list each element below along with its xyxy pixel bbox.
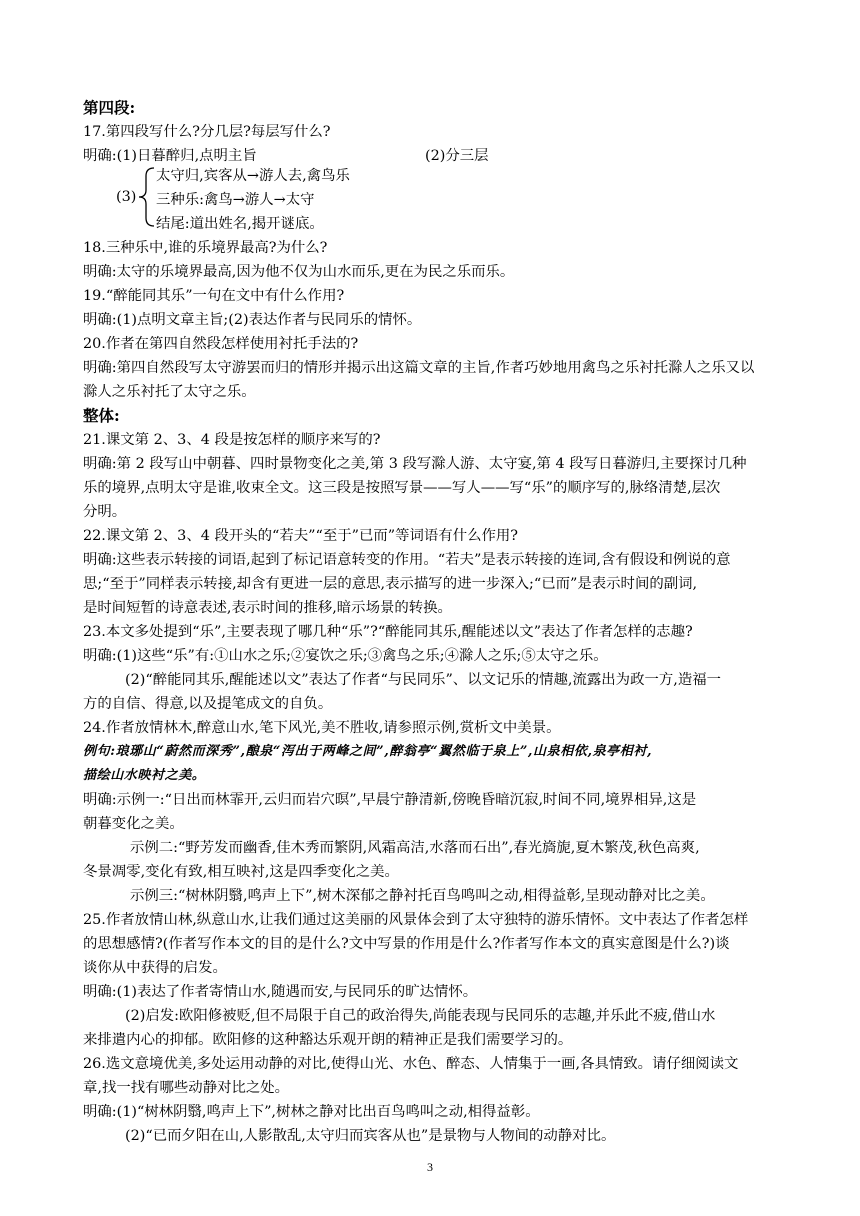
answer-22-line3: 是时间短暂的诗意表述,表示时间的推移,暗示场景的转换。 (83, 600, 452, 616)
answer-24-line1: 明确:示例一:“日出而林霏开,云归而岩穴暝”,早晨宁静清新,傍晚昏暗沉寂,时间不同,境界相异,这是 (83, 792, 697, 808)
answer-21-line3: 分明。 (83, 504, 127, 520)
answer-24-line4: 冬景凋零,变化有致,相互映衬,这是四季变化之美。 (83, 864, 399, 880)
answer-19: 明确:(1)点明文章主旨;(2)表达作者与民同乐的情怀。 (83, 312, 422, 328)
answer-20-line2: 滁人之乐衬托了太守之乐。 (83, 384, 256, 400)
question-26-line2: 章,找一找有哪些动静对比之处。 (83, 1080, 290, 1096)
question-24: 24.作者放情林木,醉意山水,笔下风光,美不胜收,请参照示例,赏析文中美景。 (83, 720, 561, 736)
question-20: 20.作者在第四自然段怎样使用衬托手法的? (83, 336, 359, 352)
section-heading-whole: 整体: (83, 406, 120, 425)
question-23: 23.本文多处提到“乐”,主要表现了哪几种“乐”?“醉能同其乐,醒能述以文”表达了作者怎样的志趣? (83, 624, 693, 640)
question-21: 21.课文第 2、3、4 段是按怎样的顺序来写的? (83, 432, 381, 448)
answer-24-line2: 朝暮变化之美。 (83, 816, 184, 832)
answer-21-line1: 明确:第 2 段写山中朝暮、四时景物变化之美,第 3 段写滁人游、太守宴,第 4 段写日暮游归,主要探讨几种 (83, 456, 747, 472)
section-heading-4: 第四段: (83, 98, 136, 117)
answer-23-line2: (2)“醉能同其乐,醒能述以文”表达了作者“与民同乐”、以文记乐的情趣,流露出为政一方,造福一 (125, 672, 721, 688)
answer-22-line1: 明确:这些表示转接的词语,起到了标记语意转变的作用。“若夫”是表示转接的连词,含有假设和例说的意 (83, 552, 731, 568)
answer-26-line1: 明确:(1)“树林阴翳,鸣声上下”,树林之静对比出百鸟鸣叫之动,相得益彰。 (83, 1104, 540, 1120)
answer-17-part1: 明确:(1)日暮醉归,点明主旨 (83, 148, 257, 164)
answer-25-line3: 来排遣内心的抑郁。欧阳修的这种豁达乐观开朗的精神正是我们需要学习的。 (83, 1032, 573, 1048)
answer-17-part2: (2)分三层 (425, 148, 489, 164)
answer-24-line5: 示例三:“树林阴翳,鸣声上下”,树木深郁之静衬托百鸟鸣叫之动,相得益彰,呈现动静对比之美。 (130, 888, 715, 904)
answer-23-line3: 方的自信、得意,以及提笔成文的自负。 (83, 696, 333, 712)
left-brace-icon (136, 166, 158, 228)
question-25-line2: 的思想感情?(作者写作本文的目的是什么?文中写景的作用是什么?作者写作本文的真实意图是什么?)谈 (83, 936, 730, 952)
question-26-line1: 26.选文意境优美,多处运用动静的对比,使得山光、水色、醉态、人情集于一画,各具情致。请仔细阅读文 (83, 1056, 739, 1072)
answer-17-layer-3: 结尾:道出姓名,揭开谜底。 (156, 216, 324, 232)
answer-20-line1: 明确:第四自然段写太守游罢而归的情形并揭示出这篇文章的主旨,作者巧妙地用禽鸟之乐衬托滁人之乐又以 (83, 360, 755, 376)
question-22: 22.课文第 2、3、4 段开头的“若夫”“至于”已而”等词语有什么作用? (83, 528, 518, 544)
answer-22-line2: 思;“至于”同样表示转接,却含有更进一层的意思,表示描写的进一步深入;“已而”是表示时间的副词, (83, 576, 698, 592)
answer-21-line2: 乐的境界,点明太守是谁,收束全文。这三段是按照写景——写人——写“乐”的顺序写的,脉络清楚,层次 (83, 480, 721, 496)
page-number: 3 (427, 1160, 433, 1174)
answer-23-line1: 明确:(1)这些“乐”有:①山水之乐;②宴饮之乐;③禽鸟之乐;④滁人之乐;⑤太守之乐。 (83, 648, 608, 664)
answer-26-line2: (2)“已而夕阳在山,人影散乱,太守归而宾客从也”是景物与人物间的动静对比。 (125, 1128, 616, 1144)
answer-24-line3: 示例二:“野芳发而幽香,佳木秀而繁阴,风霜高洁,水落而石出”,春光旖旎,夏木繁茂,秋色高爽, (130, 840, 700, 856)
example-sentence-line1: 例句:琅琊山“蔚然而深秀”,酿泉“泻出于两峰之间”,醉翁亭“翼然临于泉上”,山泉相依,泉亭相衬, (83, 744, 653, 759)
question-18: 18.三种乐中,谁的乐境界最高?为什么? (83, 240, 328, 256)
question-25-line1: 25.作者放情山林,纵意山水,让我们通过这美丽的风景体会到了太守独特的游乐情怀。文中表达了作者怎样 (83, 912, 749, 928)
question-17: 17.第四段写什么?分几层?每层写什么? (83, 124, 331, 140)
example-sentence-line2: 描绘山水映衬之美。 (83, 768, 206, 783)
question-25-line3: 谈你从中获得的启发。 (83, 960, 227, 976)
question-19: 19.“醉能同其乐”一句在文中有什么作用? (83, 288, 345, 304)
answer-18: 明确:太守的乐境界最高,因为他不仅为山水而乐,更在为民之乐而乐。 (83, 264, 515, 280)
answer-17-layer-2: 三种乐:禽鸟→游人→太守 (156, 192, 315, 208)
answer-17-part3-label: (3) (116, 189, 137, 205)
answer-25-line2: (2)启发:欧阳修被贬,但不局限于自己的政治得失,尚能表现与民同乐的志趣,并乐此不疲,借山水 (125, 1008, 716, 1024)
answer-17-layer-1: 太守归,宾客从→游人去,禽鸟乐 (156, 168, 350, 184)
answer-25-line1: 明确:(1)表达了作者寄情山水,随遇而安,与民同乐的旷达情怀。 (83, 984, 478, 1000)
